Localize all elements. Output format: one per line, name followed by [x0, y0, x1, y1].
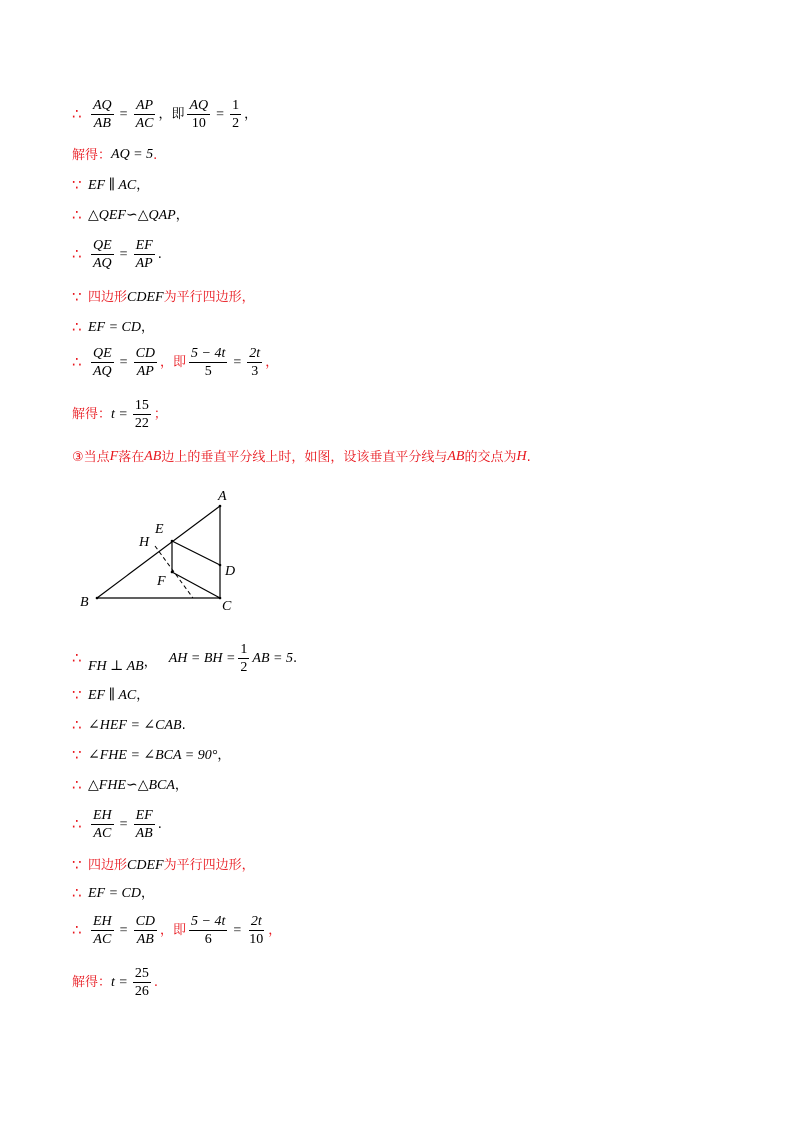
therefore-symbol: ∴	[72, 353, 82, 371]
fraction: $\frac{AP}{AC}$	[135, 98, 154, 131]
because-symbol: ∵	[72, 856, 82, 874]
label-C: C	[222, 599, 232, 614]
fraction: $\frac{2t}{3}$	[249, 346, 261, 379]
fraction: $\frac{2t}{10}$	[249, 914, 264, 947]
label-D: D	[225, 564, 236, 579]
fraction: $\frac{AQ}{10}$	[189, 98, 209, 131]
line-13: ∴ ∠HEF = ∠CAB .	[72, 716, 186, 734]
solve-label: 解得：	[72, 975, 112, 990]
line-5: ∴ $\frac{QE}{AQ}$ = $\frac{EF}{AP}$ .	[72, 238, 162, 271]
line-8: ∴ $\frac{QE}{AQ}$ = $\frac{CD}{AP}$ ，即 $\frac{5 - 4t}{5}$ = $\frac{2t}{3}$ ，	[72, 346, 279, 379]
line-16: ∴ $\frac{EH}{AC}$ = $\frac{EF}{AB}$ .	[72, 808, 162, 841]
point-E	[171, 540, 174, 543]
therefore-symbol: ∴	[72, 649, 82, 667]
line-18: ∴ EF = CD ，	[72, 884, 155, 902]
label-A: A	[218, 489, 227, 504]
point-B	[96, 597, 99, 600]
line-20: 解得： t = $\frac{25}{26}$ .	[72, 966, 158, 999]
fraction: $\frac{QE}{AQ}$	[93, 238, 112, 271]
line-7: ∴ EF = CD ，	[72, 318, 155, 336]
fraction: $\frac{15}{22}$	[134, 398, 149, 431]
fraction: $\frac{EF}{AB}$	[135, 808, 153, 841]
label-B: B	[80, 595, 89, 610]
fraction: $\frac{QE}{AQ}$	[93, 346, 112, 379]
line-4: ∴ △QEF∽△QAP ，	[72, 206, 189, 224]
therefore-symbol: ∴	[72, 815, 82, 833]
line-6: ∵ 四边形 CDEF 为平行四边形，	[72, 288, 255, 306]
fraction: $\frac{5 - 4t}{5}$	[191, 346, 226, 379]
fraction: $\frac{1}{2}$	[240, 642, 248, 675]
line-14: ∵ ∠FHE = ∠BCA = 90° ，	[72, 746, 231, 764]
therefore-symbol: ∴	[72, 206, 82, 224]
line-19: ∴ $\frac{EH}{AC}$ = $\frac{CD}{AB}$ ，即 $\frac{5 - 4t}{6}$ = $\frac{2t}{10}$ ，	[72, 914, 282, 947]
point-F	[171, 571, 174, 574]
line-1: ∴ $\frac{AQ}{AB}$ = $\frac{AP}{AC}$ ，即 $\frac{AQ}{10}$ = $\frac{1}{2}$ ，	[72, 98, 258, 131]
because-symbol: ∵	[72, 176, 82, 194]
line-9: 解得： t = $\frac{15}{22}$ ；	[72, 398, 167, 431]
line-10: ③ 当点 F 落在 AB 边上的垂直平分线上时，如图，设该垂直平分线与 AB 的交点为 H .	[72, 449, 531, 465]
fraction: $\frac{AQ}{AB}$	[93, 98, 112, 131]
fraction: $\frac{CD}{AP}$	[135, 346, 156, 379]
therefore-symbol: ∴	[72, 716, 82, 734]
because-symbol: ∵	[72, 686, 82, 704]
segment-HF-dashed	[155, 546, 193, 598]
line-2: 解得： AQ = 5 .	[72, 147, 158, 163]
label-E: E	[155, 522, 164, 537]
because-symbol: ∵	[72, 746, 82, 764]
line-3: ∵ EF ∥ AC ，	[72, 176, 150, 194]
therefore-symbol: ∴	[72, 776, 82, 794]
point-A	[219, 505, 222, 508]
therefore-symbol: ∴	[72, 245, 82, 263]
connector-text: ，即	[160, 355, 187, 370]
fraction: $\frac{EH}{AC}$	[93, 914, 112, 947]
point-C	[219, 597, 222, 600]
therefore-symbol: ∴	[72, 884, 82, 902]
line-12: ∵ EF ∥ AC ，	[72, 686, 150, 704]
fraction: $\frac{25}{26}$	[134, 966, 149, 999]
label-F: F	[157, 574, 166, 589]
solve-label: 解得：	[72, 147, 112, 163]
fraction: $\frac{5 - 4t}{6}$	[191, 914, 226, 947]
therefore-symbol: ∴	[72, 921, 82, 939]
line-17: ∵ 四边形 CDEF 为平行四边形，	[72, 856, 255, 874]
connector-text: ，即	[158, 107, 185, 122]
solve-label: 解得：	[72, 407, 112, 422]
therefore-symbol: ∴	[72, 105, 82, 123]
therefore-symbol: ∴	[72, 318, 82, 336]
segment-ED	[172, 541, 220, 565]
connector-text: ，即	[160, 923, 187, 938]
fraction: $\frac{1}{2}$	[232, 98, 240, 131]
point-D	[219, 564, 222, 567]
line-15: ∴ △FHE∽△BCA ，	[72, 776, 188, 794]
line-11: ∴ FH ⊥ AB ， AH = BH = $\frac{1}{2}$ AB = 5 .	[72, 642, 298, 675]
fraction: $\frac{EF}{AP}$	[135, 238, 153, 271]
label-H: H	[139, 535, 150, 550]
because-symbol: ∵	[72, 288, 82, 306]
fraction: $\frac{EH}{AC}$	[93, 808, 112, 841]
segment-FC	[172, 572, 220, 598]
fraction: $\frac{CD}{AB}$	[135, 914, 156, 947]
